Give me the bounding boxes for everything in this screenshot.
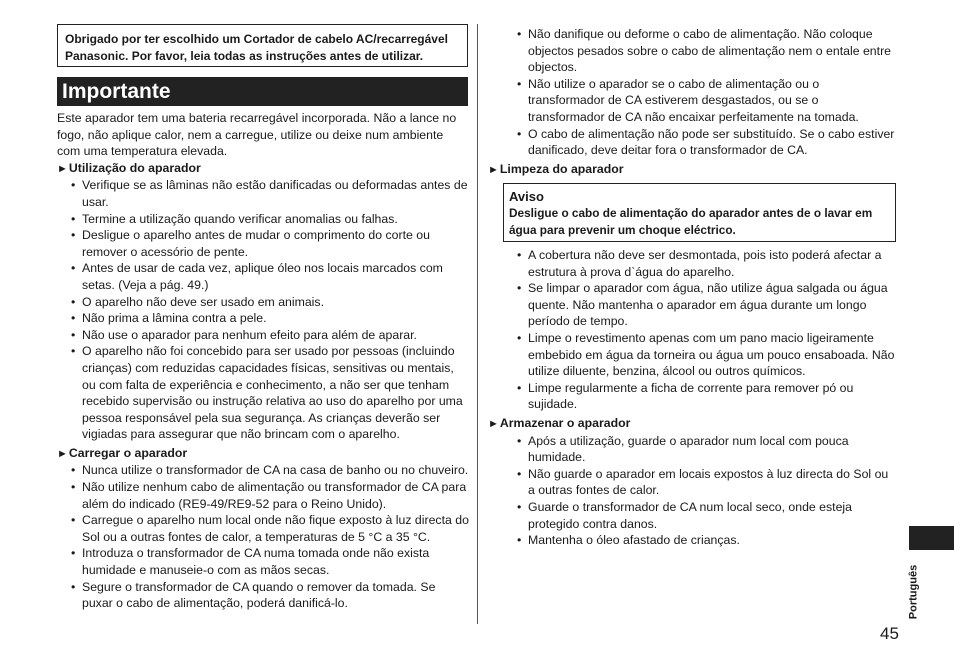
bullet-icon: • (517, 533, 522, 548)
list-item-text: O aparelho não deve ser usado em animais. (82, 294, 324, 309)
bullet-icon: • (517, 281, 522, 296)
list-item (57, 343, 469, 443)
section-heading-storage (488, 415, 897, 433)
bullet-icon: • (517, 380, 522, 395)
list-item (57, 479, 469, 512)
list-item (503, 330, 897, 380)
list-item (57, 211, 469, 228)
section-heading-charging-label: Carregar o aparador (68, 445, 188, 460)
list-item-text: Não utilize o aparador se o cabo de alimentação ou o transformador de CA estiverem desgastados, ou se o transformador de CA não encaixar perfeitamente na tomada. (528, 76, 859, 124)
warning-title: Aviso (509, 189, 544, 204)
section-heading-cleaning-label: Limpeza do aparador (499, 161, 624, 176)
list-item-text: O cabo de alimentação não pode ser substituído. Se o cabo estiver danificado, deve deitar fora o transformador de CA. (528, 126, 895, 158)
bullet-icon: • (71, 294, 76, 309)
list-item (57, 227, 469, 260)
list-item (57, 310, 469, 327)
list-item (57, 177, 469, 210)
bullet-icon: • (71, 178, 76, 193)
warning-box (503, 183, 896, 242)
charging-list (57, 462, 469, 611)
list-item (57, 512, 469, 545)
list-item (503, 499, 897, 532)
list-item (57, 545, 469, 578)
bullet-icon: • (517, 126, 522, 141)
triangle-marker-icon: ► (57, 447, 68, 460)
language-label-text: Português (907, 564, 920, 620)
intro-paragraph: Este aparador tem uma bateria recarregável incorporada. Não a lance no fogo, não aplique calor, nem a carregue, utilize ou deixe num ambiente com uma temperatura elevada. (57, 111, 457, 159)
page-number: 45 (880, 624, 899, 643)
warning-text: Desligue o cabo de alimentação do aparador antes de o lavar em água para prevenir um choque eléctrico. (509, 206, 873, 237)
list-item (503, 76, 897, 126)
list-item-text: Limpe regularmente a ficha de corrente para remover pó ou sujidade. (528, 380, 854, 412)
important-heading: Importante (57, 77, 468, 106)
list-item (57, 579, 469, 612)
list-item (503, 26, 897, 76)
section-heading-charging (57, 445, 469, 463)
list-item-text: Não utilize nenhum cabo de alimentação ou transformador de CA para além do indicado (RE9-49/RE9-52 para o Reino Unido). (82, 480, 467, 511)
bullet-icon: • (71, 261, 76, 276)
bullet-icon: • (517, 330, 522, 345)
triangle-marker-icon: ► (488, 417, 499, 430)
list-item (503, 466, 897, 499)
list-item-text: Nunca utilize o transformador de CA na casa de banho ou no chuveiro. (82, 463, 469, 478)
list-item-text: Desligue o aparelho antes de mudar o comprimento do corte ou remover o acessório de pente. (82, 228, 430, 259)
list-item-text: Após a utilização, guarde o aparador num local com pouca humidade. (528, 433, 849, 465)
storage-list (503, 433, 897, 549)
language-label (905, 558, 923, 626)
column-divider (477, 24, 478, 624)
list-item (503, 532, 897, 549)
list-item-text: Mantenha o óleo afastado de crianças. (528, 533, 740, 548)
bullet-icon: • (71, 513, 76, 528)
list-item-text: Verifique se as lâminas não estão danificadas ou deformadas antes de usar. (82, 178, 468, 209)
cleaning-list (503, 247, 897, 413)
bullet-icon: • (517, 248, 522, 262)
list-item (503, 126, 897, 159)
usage-list (57, 177, 469, 443)
bullet-icon: • (517, 433, 522, 448)
right-column-top (488, 26, 897, 178)
list-item-text: Termine a utilização quando verificar anomalias ou falhas. (82, 211, 398, 226)
list-item-text: Segure o transformador de CA quando o remover da tomada. Se puxar o cabo de alimentação, poderá danificá-lo. (82, 579, 436, 611)
bullet-icon: • (71, 546, 76, 561)
list-item-text: Não prima a lâmina contra a pele. (82, 311, 267, 326)
triangle-marker-icon: ► (57, 162, 68, 175)
right-column-bottom (488, 247, 897, 549)
list-item-text: A cobertura não deve ser desmontada, pois isto poderá afectar a estrutura à prova d`água do aparelho. (528, 248, 882, 279)
bullet-icon: • (71, 463, 76, 478)
list-item-text: Introduza o transformador de CA numa tomada onde não exista humidade e manuseie-o com as mãos secas. (82, 546, 430, 578)
list-item-text: Se limpar o aparador com água, não utilize água salgada ou água quente. Não mantenha o aparador em água durante um longo período de tempo. (528, 281, 888, 329)
bullet-icon: • (71, 327, 76, 342)
list-item (57, 294, 469, 311)
section-heading-cleaning (488, 161, 897, 179)
bullet-icon: • (71, 344, 76, 359)
list-item (57, 260, 469, 293)
bullet-icon: • (71, 579, 76, 594)
list-item (503, 280, 897, 330)
list-item (57, 462, 469, 479)
section-heading-usage (57, 160, 469, 178)
list-item-text: Não danifique ou deforme o cabo de alimentação. Não coloque objectos pesados sobre o cabo de alimentação nem o entale entre objectos. (528, 27, 891, 75)
list-item-text: Antes de usar de cada vez, aplique óleo nos locais marcados com setas. (Veja a pág. 49.) (82, 261, 443, 292)
list-item (503, 247, 897, 280)
intro-notice-line-2: Panasonic. Por favor, leia todas as instruções antes de utilizar. (65, 48, 424, 63)
triangle-marker-icon: ► (488, 163, 499, 176)
list-item (57, 327, 469, 344)
list-item-text: O aparelho não foi concebido para ser usado por pessoas (incluindo crianças) com reduzidas capacidades físicas, sensitivas ou mentais, ou com falta de experiência e conhecimento, a não ser que tenham recebido supervisão ou instrução relativa ao uso do aparelho por uma pessoa responsável pela sua segurança. As crianças deverão ser vigiadas para assegurar que não brincam com o aparelho. (82, 344, 463, 442)
left-column (57, 110, 469, 612)
cord-list (503, 26, 897, 159)
list-item-text: Não use o aparador para nenhum efeito para além de aparar. (82, 327, 417, 342)
intro-notice-box (57, 24, 468, 67)
bullet-icon: • (517, 466, 522, 481)
bullet-icon: • (517, 76, 522, 91)
bullet-icon: • (71, 311, 76, 326)
list-item-text: Guarde o transformador de CA num local seco, onde esteja protegido contra danos. (528, 499, 852, 531)
list-item (503, 433, 897, 466)
bullet-icon: • (517, 27, 522, 41)
bullet-icon: • (71, 480, 76, 495)
section-heading-storage-label: Armazenar o aparador (499, 415, 631, 430)
list-item-text: Carregue o aparelho num local onde não fique exposto à luz directa do Sol ou a outras fontes de calor, a temperaturas de 5 °C a 35 °C. (82, 513, 469, 544)
list-item (503, 380, 897, 413)
list-item-text: Não guarde o aparador em locais expostos à luz directa do Sol ou a outras fontes de calor. (528, 466, 889, 498)
intro-notice-line-1: Obrigado por ter escolhido um Cortador de cabelo AC/recarregável (65, 32, 448, 46)
language-tab-marker (909, 526, 954, 550)
bullet-icon: • (71, 211, 76, 226)
section-heading-usage-label: Utilização do aparador (68, 160, 201, 175)
bullet-icon: • (71, 228, 76, 243)
bullet-icon: • (517, 499, 522, 514)
list-item-text: Limpe o revestimento apenas com um pano macio ligeiramente embebido em água da torneira ou água um pouco ensaboada. Não utilize diluente, benzina, álcool ou outros químicos. (528, 330, 895, 379)
